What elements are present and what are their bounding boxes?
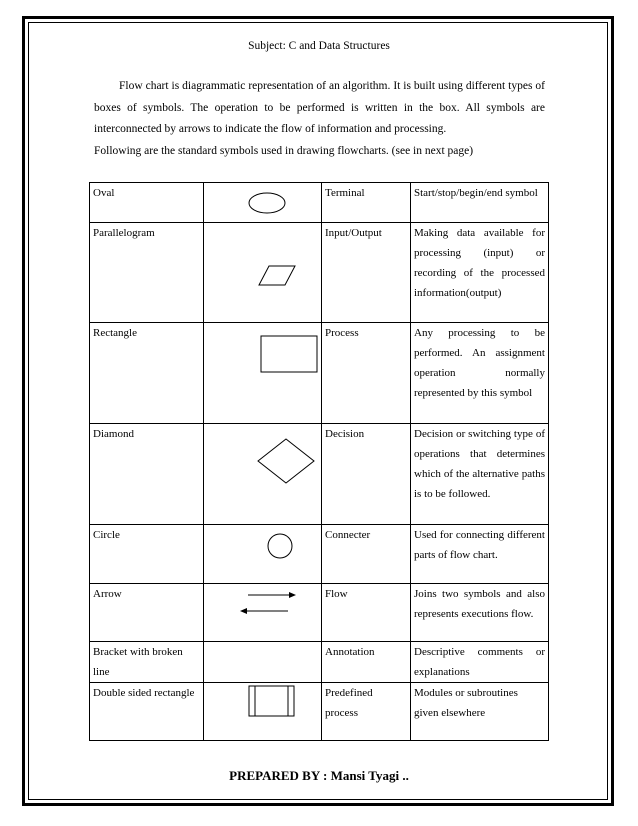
- arrows-icon: [204, 584, 322, 642]
- symbol-shape-cell: [204, 683, 322, 741]
- symbol-shape-cell: [204, 223, 322, 323]
- symbol-description-cell: Used for connecting different parts of flow chart.: [411, 525, 549, 584]
- symbol-name-cell: Diamond: [90, 424, 204, 525]
- symbol-type-cell: Terminal: [322, 183, 411, 223]
- symbol-type-cell: Predefined process: [322, 683, 411, 741]
- parallelogram-icon: [204, 223, 322, 323]
- double-sided-rectangle-icon: [204, 683, 322, 741]
- table-row: [90, 424, 549, 525]
- symbol-name-cell: Double sided rectangle: [90, 683, 204, 741]
- table-row: [90, 642, 549, 683]
- symbol-shape-cell: [204, 525, 322, 584]
- symbol-description-cell: Decision or switching type of operations that determines which of the alternative paths is to be followed.: [411, 424, 549, 525]
- symbol-shape-cell: [204, 424, 322, 525]
- table-row: [90, 584, 549, 642]
- symbol-shape-cell: [204, 323, 322, 424]
- flowchart-symbols-table: [89, 182, 549, 741]
- symbol-type-cell: Decision: [322, 424, 411, 525]
- table-row: [90, 683, 549, 741]
- rectangle-icon: [204, 323, 322, 424]
- table-row: [90, 183, 549, 223]
- diamond-icon: [204, 424, 322, 525]
- symbol-description-cell: Start/stop/begin/end symbol: [411, 183, 549, 223]
- symbol-description-cell: Descriptive comments or explanations: [411, 642, 549, 683]
- symbol-description-cell: Any processing to be performed. An assignment operation normally represented by this symbol: [411, 323, 549, 424]
- symbol-shape-cell: [204, 584, 322, 642]
- symbol-description-cell: Joins two symbols and also represents executions flow.: [411, 584, 549, 642]
- symbol-type-cell: Flow: [322, 584, 411, 642]
- symbol-description-cell: Making data available for processing (input) or recording of the processed information(output): [411, 223, 549, 323]
- intro-paragraph: Flow chart is diagrammatic representation of an algorithm. It is built using different types of boxes of symbols. The operation to be performed is written in the box. All symbols are interconnected by arrows to indicate the flow of information and processing.: [94, 80, 545, 135]
- symbol-name-cell: Circle: [90, 525, 204, 584]
- subject-header: Subject: C and Data Structures: [248, 40, 390, 52]
- symbol-name-cell: Parallelogram: [90, 223, 204, 323]
- intro-following-line: Following are the standard symbols used in drawing flowcharts. (see in next page): [94, 144, 474, 157]
- symbol-type-cell: Connecter: [322, 525, 411, 584]
- table-row: [90, 323, 549, 424]
- symbol-shape-cell: [204, 183, 322, 223]
- symbol-name-cell: Oval: [90, 183, 204, 223]
- prepared-by-footer: PREPARED BY : Mansi Tyagi ..: [229, 768, 409, 783]
- symbol-type-cell: Annotation: [322, 642, 411, 683]
- symbol-shape-cell: [204, 642, 322, 683]
- circle-icon: [204, 525, 322, 584]
- symbol-type-cell: Process: [322, 323, 411, 424]
- table-row: [90, 223, 549, 323]
- symbol-type-cell: Input/Output: [322, 223, 411, 323]
- intro-text: [94, 76, 545, 162]
- table-row: [90, 525, 549, 584]
- symbol-name-cell: Arrow: [90, 584, 204, 642]
- oval-icon: [204, 183, 322, 223]
- symbol-description-cell: Modules or subroutines given elsewhere: [411, 683, 549, 741]
- symbol-name-cell: Rectangle: [90, 323, 204, 424]
- symbol-name-cell: Bracket with broken line: [90, 642, 204, 683]
